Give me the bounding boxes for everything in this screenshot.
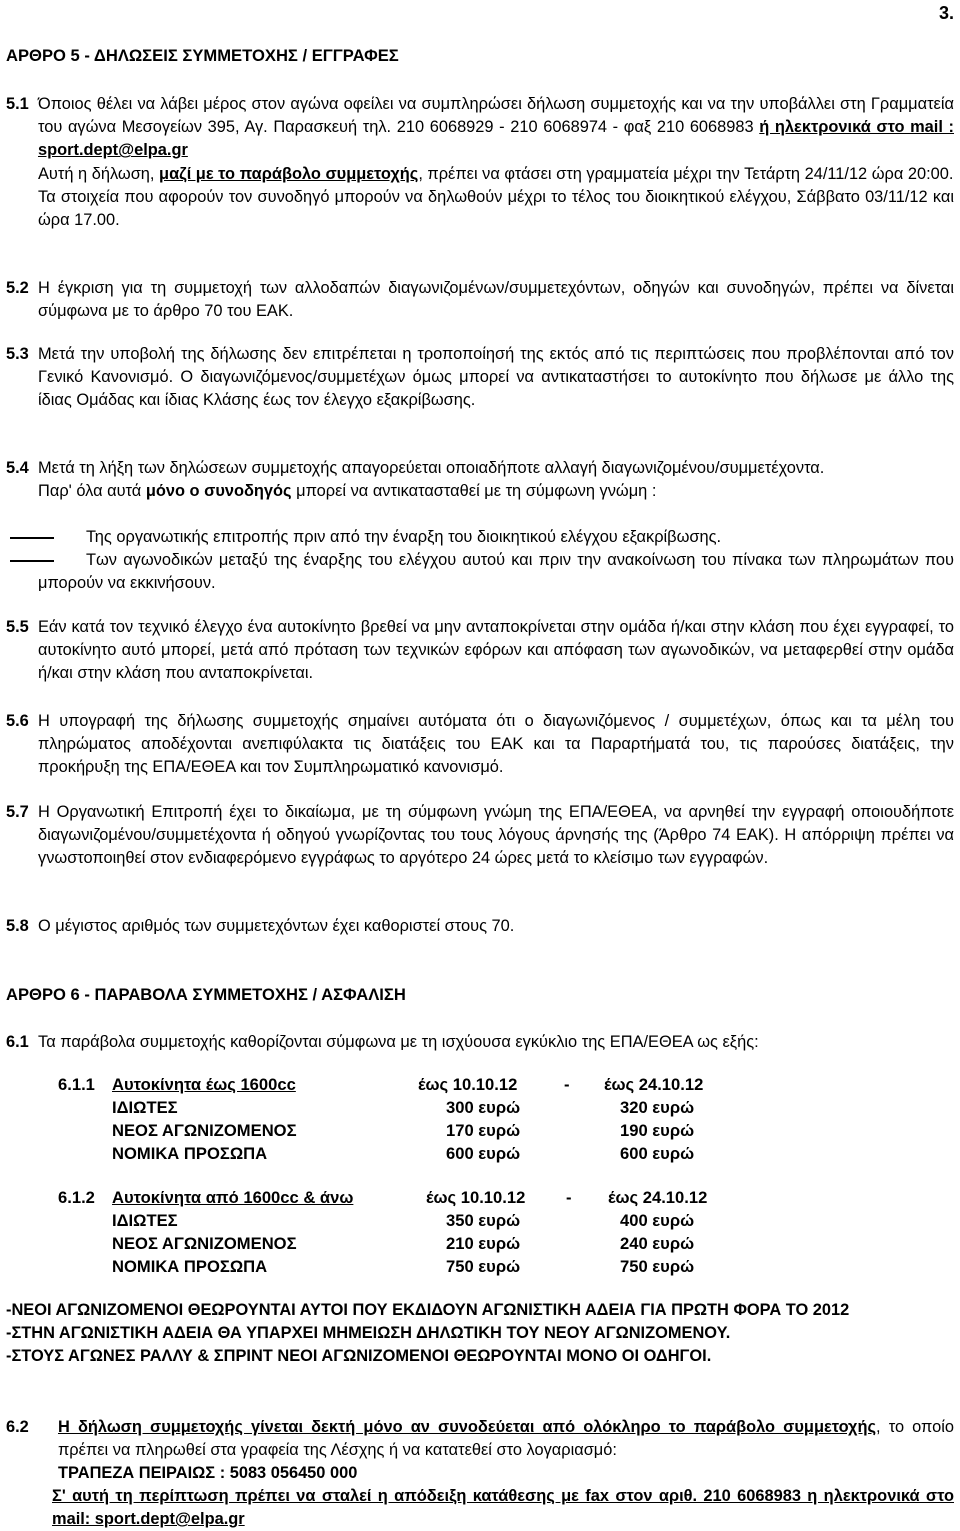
list-item: Της οργανωτικής επιτροπής πριν από την έναρξη του διοικητικού ελέγχου εξακρίβωσης. (0, 526, 954, 549)
section-5-5: Εάν κατά τον τεχνικό έλεγχο ένα αυτοκίνητο βρεθεί να μην ανταποκρίνεται στην ομάδα ή/και στην κλάση που έχει εγγραφεί, το αυτοκίνητο αυτό μπορεί, μετά από πρόταση των τεχνικών εφόρων και απόφαση των αγωνοδικών, να μεταφερθεί στην ομάδα ή/και στην κλάση που ανταποκρίνεται. (38, 618, 954, 683)
section-6-2 (58, 1416, 954, 1486)
fee-category: Αυτοκίνητα έως 1600cc (112, 1075, 296, 1094)
section-6-2-emph: Η δήλωση συμμετοχής γίνεται δεκτή μόνο αν συνοδεύεται από ολόκληρο το παράβολο συμμετοχής (58, 1418, 877, 1436)
fee-header (58, 1186, 738, 1209)
section-5-1-text: Όποιος θέλει να λάβει μέρος στον αγώνα οφείλει να συμπληρώσει δήλωση συμμετοχής και να την υποβάλλει στη Γραμματεία του αγώνα Μεσογείων 395, Αγ. Παρασκευή τηλ. 210 6068929 - 210 6068974 - φαξ 210 6068983 (38, 95, 954, 137)
bank-account: ΤΡΑΠΕΖΑ ΠΕΙΡΑΙΩΣ : 5083 056450 000 (58, 1464, 358, 1483)
fee-code: 6.1.2 (58, 1188, 95, 1207)
section-5-3: Μετά την υποβολή της δήλωσης δεν επιτρέπεται η τροποποίησή της εκτός από τις περιπτώσεις που προβλέπονται από τον Γενικό Κανονισμό. Ο διαγωνιζόμενος/συμμετέχων όμως μπορεί να αντικαταστήσει το αυτοκίνητο που δήλωσε με άλλο της ίδιας Ομάδας και ίδιας Κλάσης έως τον έλεγχο εξακρίβωσης. (38, 345, 954, 410)
fee-period-1: έως 10.10.12 (426, 1188, 526, 1207)
dash-bullet (10, 537, 54, 539)
notes-block (6, 1299, 954, 1369)
section-number-5-4: 5.4 (6, 459, 29, 477)
section-5-4-p2c: μπορεί να αντικατασταθεί με τη σύμφωνη γνώμη : (291, 482, 657, 501)
section-5-1-deadline-a: Αυτή η δήλωση, (38, 164, 160, 183)
fee-separator: - (566, 1188, 572, 1207)
section-5-7: Η Οργανωτική Επιτροπή έχει το δικαίωμα, με τη σύμφωνη γνώμη της ΕΠΑ/ΕΘΕΑ, να αρνηθεί την εγγραφή οποιουδήποτε διαγωνιζομένου/συμμετέχοντα ή οδηγού γνωρίζοντας του τους λόγους άρνησής της (Άρθρο 74 ΕΑΚ). Η απόρριψη πρέπει να γνωστοποιηθεί στον ενδιαφερόμενο εγγράφως το αργότερο 24 ώρες μετά το κλείσιμο των εγγραφών. (38, 803, 954, 868)
section-5-4-text: Μετά τη λήξη των δηλώσεων συμμετοχής απαγορεύεται οποιαδήποτε αλλαγή διαγωνιζομένου/συμμετέχοντα. (38, 459, 825, 477)
section-5-1 (38, 93, 954, 232)
section-5-4-p2-emph: μόνο ο συνοδηγός (145, 482, 292, 501)
section-5-4 (38, 457, 954, 503)
article-5-title: ΑΡΘΡΟ 5 - ΔΗΛΩΣΕΙΣ ΣΥΜΜΕΤΟΧΗΣ / ΕΓΓΡΑΦΕΣ (6, 46, 399, 65)
fee-table-1 (58, 1073, 738, 1165)
section-5-8: Ο μέγιστος αριθμός των συμμετεχόντων έχει καθοριστεί στους 70. (38, 917, 515, 935)
fee-row: ΝΟΜΙΚΑ ΠΡΟΣΩΠΑ 600 ευρώ 600 ευρώ (112, 1144, 695, 1163)
fee-period-1: έως 10.10.12 (418, 1075, 518, 1094)
fax-instruction: Σ' αυτή τη περίπτωση πρέπει να σταλεί η απόδειξη κατάθεσης με fax στον αριθ. 210 6068983 η ηλεκτρονικά στο mail: sport.dept@elpa.gr (52, 1487, 954, 1529)
note-item: -ΝΕΟΙ ΑΓΩΝΙΖΟΜΕΝΟΙ ΘΕΩΡΟΥΝΤΑΙ ΑΥΤΟΙ ΠΟΥ ΕΚΔΙΔΟΥΝ ΑΓΩΝΙΣΤΙΚΗ ΑΔΕΙΑ ΓΙΑ ΠΡΩΤΗ ΦΟΡΑ ΤΟ 2012 (6, 1301, 850, 1319)
fee-separator: - (564, 1075, 570, 1094)
fee-category: Αυτοκίνητα από 1600cc & άνω (112, 1188, 354, 1207)
fee-code: 6.1.1 (58, 1075, 95, 1094)
fee-row: ΙΔΙΩΤΕΣ 300 ευρώ 320 ευρώ (112, 1098, 695, 1117)
section-6-1: Τα παράβολα συμμετοχής καθορίζονται σύμφωνα με τη ισχύουσα εγκύκλιο της ΕΠΑ/ΕΘΕΑ ως εξής: (38, 1033, 759, 1051)
section-number-5-8: 5.8 (6, 917, 29, 935)
fee-period-2: έως 24.10.12 (604, 1075, 704, 1094)
fee-period-2: έως 24.10.12 (608, 1188, 708, 1207)
section-number-5-5: 5.5 (6, 618, 29, 636)
section-5-1-deadline-c: , πρέπει να φτάσει στη γραμματεία μέχρι την Τετάρτη 24/11/12 ώρα 20:00. (418, 164, 954, 183)
section-5-1-email: ή ηλεκτρονικά στο mail : sport.dept@elpa.gr (38, 118, 954, 160)
section-5-1-deadline-emph: μαζί με το παράβολο συμμετοχής (159, 164, 419, 183)
section-6-2-text: , το οποίο πρέπει να πληρωθεί στα γραφεία της Λέσχης ή να κατατεθεί στο λογαριασμό: (58, 1418, 955, 1460)
note-item: -ΣΤΗΝ ΑΓΩΝΙΣΤΙΚΗ ΑΔΕΙΑ ΘΑ ΥΠΑΡΧΕΙ ΜΗΜΕΙΩΣΗ ΔΗΛΩΤΙΚΗ ΤΟΥ ΝΕΟΥ ΑΓΩΝΙΖΟΜΕΝΟΥ. (6, 1324, 731, 1343)
section-number-5-2: 5.2 (6, 279, 29, 297)
section-5-6: Η υπογραφή της δήλωσης συμμετοχής σημαίνει αυτόματα ότι ο διαγωνιζόμενος / συμμετέχων, όπως και τα μέλη του πληρώματος αποδέχονται ανεπιφύλακτα τις διατάξεις του ΕΑΚ και τα Παραρτήματά του, τις παρούσες διατάξεις, την προκήρυξη της ΕΠΑ/ΕΘΕΑ και τον Συμπληρωματικό κανονισμό. (38, 712, 954, 777)
section-number-5-1: 5.1 (6, 95, 29, 113)
page-number: 3. (938, 3, 954, 23)
fee-header (58, 1073, 738, 1096)
fee-row: ΝΕΟΣ ΑΓΩΝΙΖΟΜΕΝΟΣ 170 ευρώ 190 ευρώ (112, 1121, 695, 1140)
section-5-4-p2a: Παρ' όλα αυτά (38, 482, 146, 501)
section-5-2: Η έγκριση για τη συμμετοχή των αλλοδαπών διαγωνιζομένων/συμμετεχόντων, οδηγών και συνοδηγών, πρέπει να δίνεται σύμφωνα με το άρθρο 70 του ΕΑΚ. (38, 279, 954, 321)
article-6-title: ΑΡΘΡΟ 6 - ΠΑΡΑΒΟΛΑ ΣΥΜΜΕΤΟΧΗΣ / ΑΣΦΑΛΙΣΗ (6, 985, 406, 1004)
list-item: Των αγωνοδικών μεταξύ της έναρξης του ελέγχου αυτού και πριν την ανακοίνωση του πίνακα των πληρωμάτων που μπορούν να εκκινήσουν. (0, 549, 954, 595)
fee-table-2 (58, 1186, 738, 1278)
fee-row: ΝΕΟΣ ΑΓΩΝΙΖΟΜΕΝΟΣ 210 ευρώ 240 ευρώ (112, 1234, 695, 1253)
section-number-5-6: 5.6 (6, 712, 29, 730)
section-number-5-3: 5.3 (6, 345, 29, 363)
section-number-6-2: 6.2 (6, 1418, 29, 1436)
fee-row: ΙΔΙΩΤΕΣ 350 ευρώ 400 ευρώ (112, 1211, 695, 1230)
section-number-6-1: 6.1 (6, 1033, 29, 1051)
section-5-1-codriver: Τα στοιχεία που αφορούν τον συνοδηγό μπορούν να δηλωθούν μέχρι το τέλος του διοικητικού ελέγχου, Σάββατο 03/11/12 και ώρα 17.00. (38, 187, 954, 230)
note-item: -ΣΤΟΥΣ ΑΓΩΝΕΣ ΡΑΛΛΥ & ΣΠΡΙΝΤ ΝΕΟΙ ΑΓΩΝΙΖΟΜΕΝΟΙ ΘΕΩΡΟΥΝΤΑΙ ΜΟΝΟ ΟΙ ΟΔΗΓΟΙ. (6, 1347, 712, 1366)
section-5-4-list (0, 526, 954, 595)
fee-row: ΝΟΜΙΚΑ ΠΡΟΣΩΠΑ 750 ευρώ 750 ευρώ (112, 1257, 695, 1276)
section-number-5-7: 5.7 (6, 803, 29, 821)
